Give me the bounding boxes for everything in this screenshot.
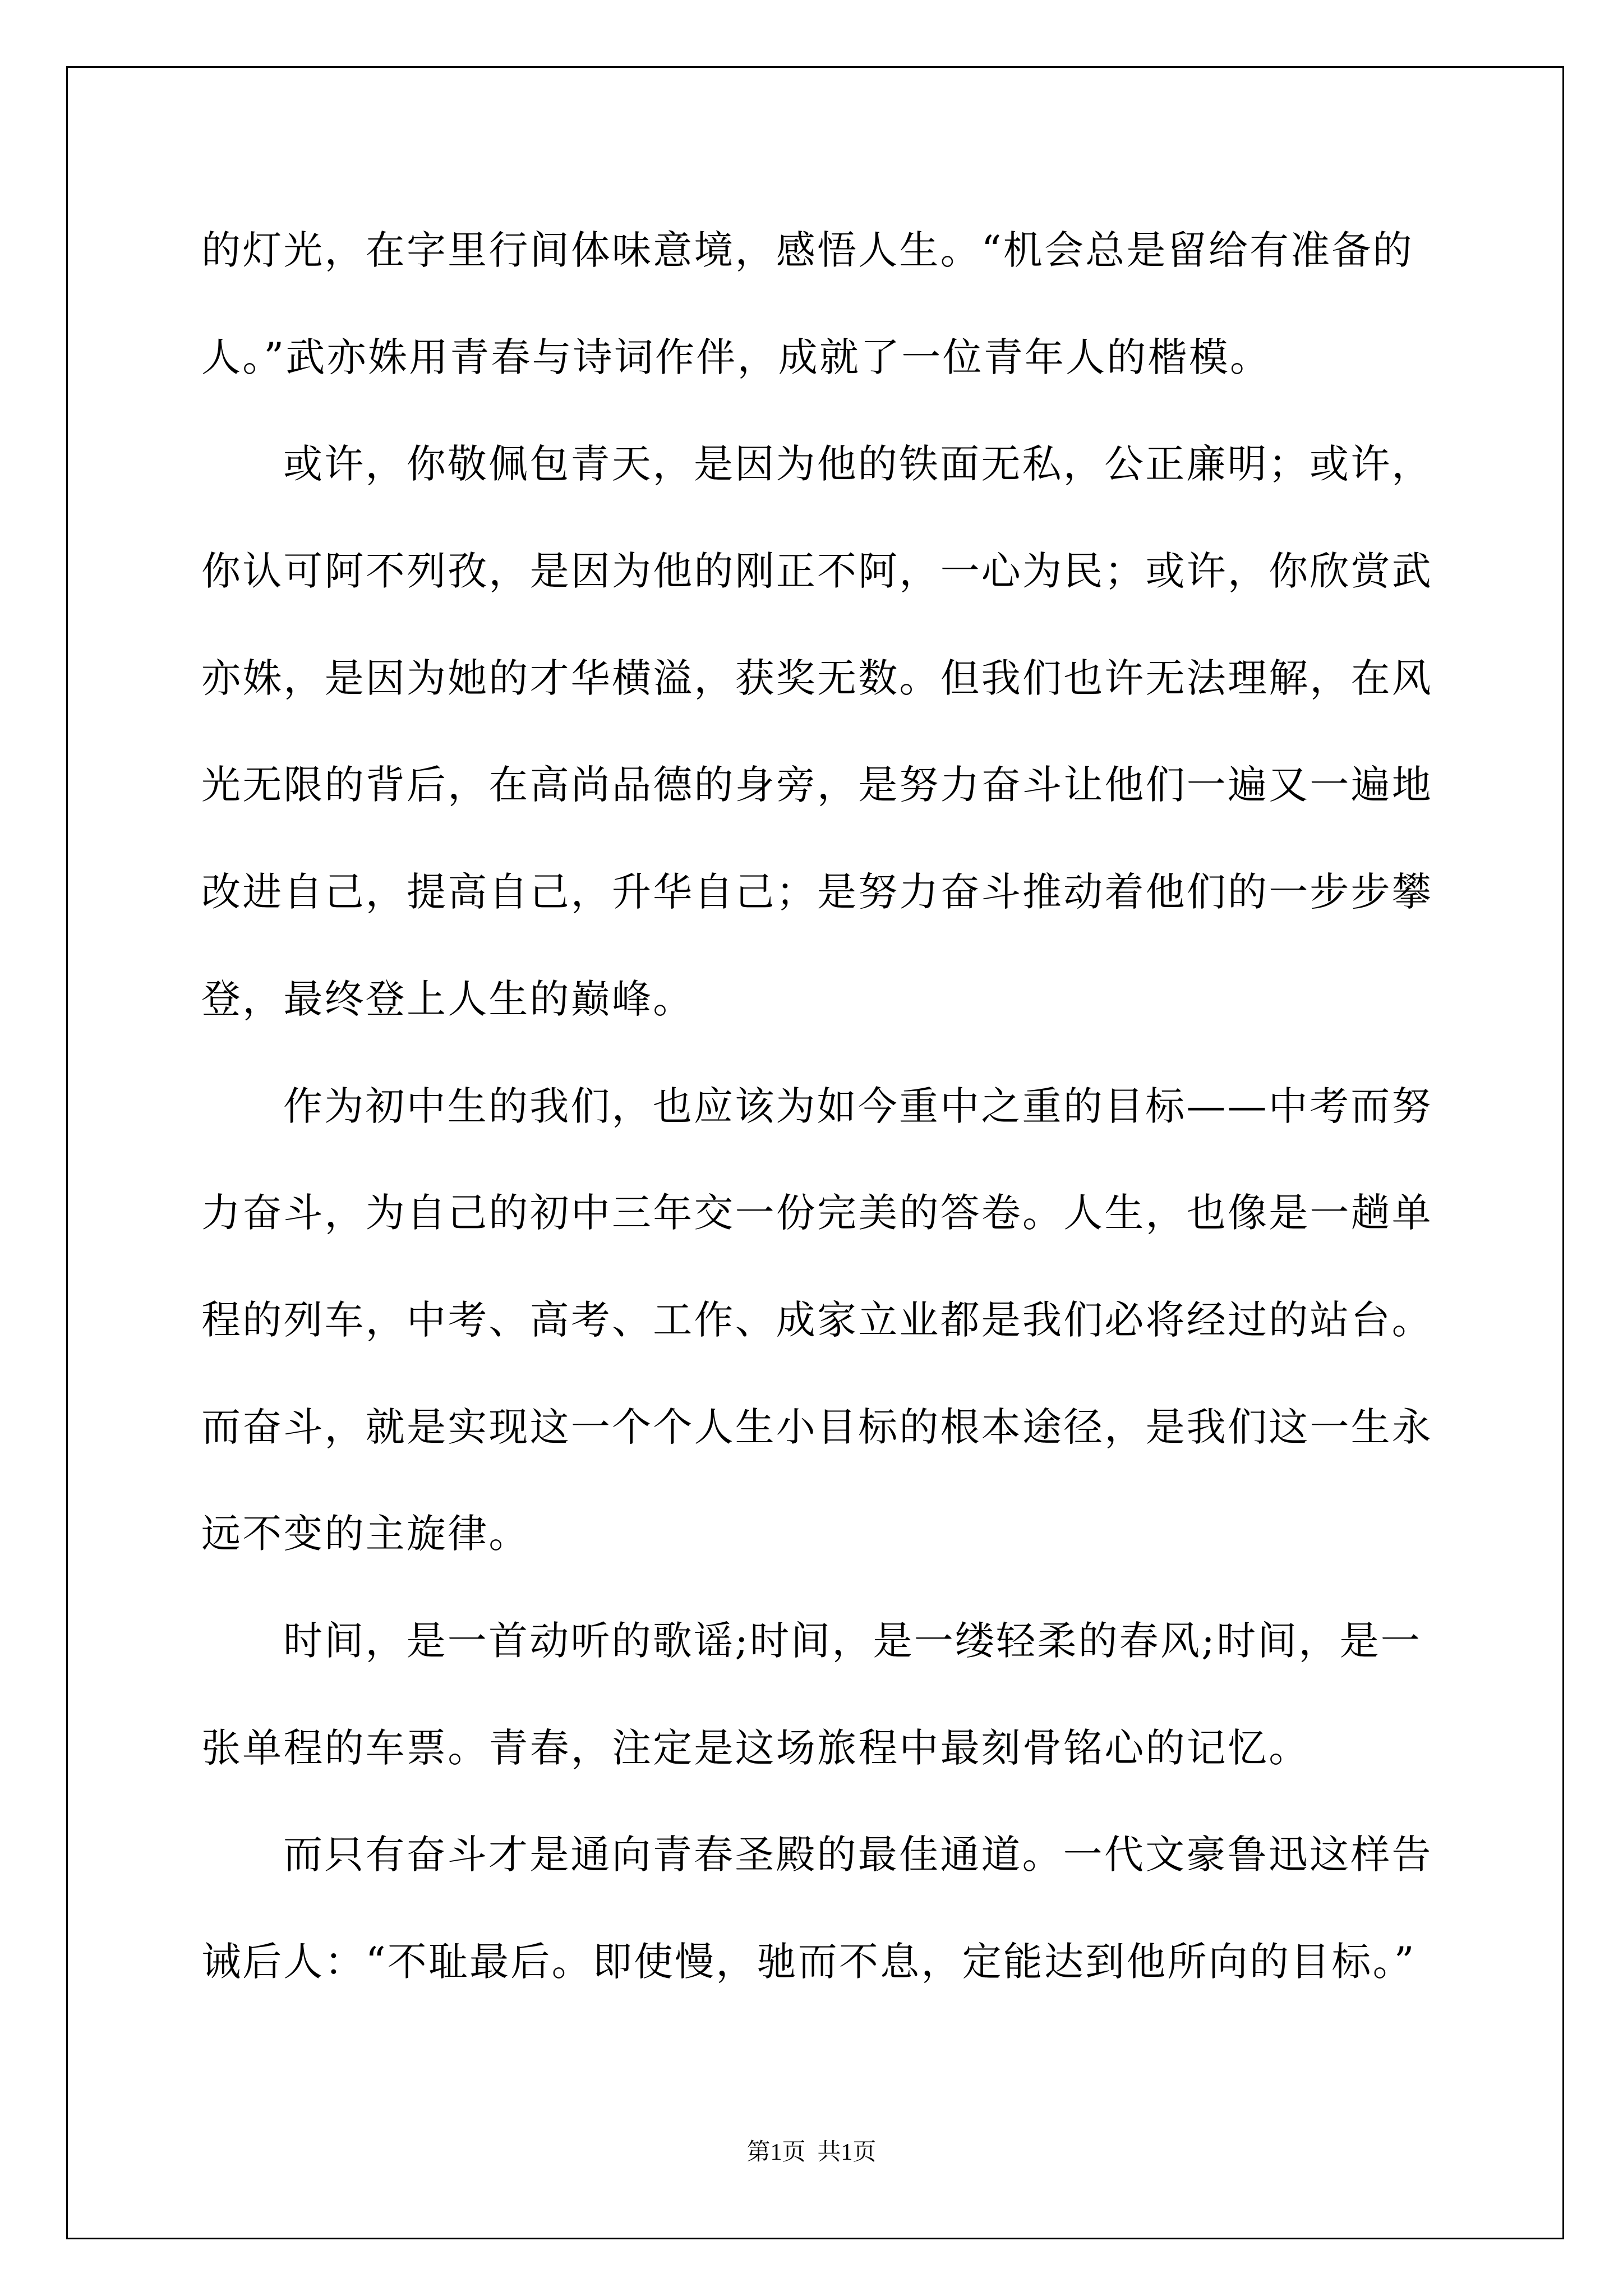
text-line: 程的列车，中考、高考、工作、成家立业都是我们必将经过的站台。 bbox=[201, 1296, 1433, 1343]
paragraph bbox=[201, 1801, 1536, 2015]
text-line: 或许，你敬佩包青天，是因为他的铁面无私，公正廉明；或许， bbox=[283, 441, 1433, 487]
text-line: 人。”武亦姝用青春与诗词作伴，成就了一位青年人的楷模。 bbox=[201, 334, 1271, 380]
paragraph bbox=[201, 1588, 1536, 1801]
text-line: 改进自己，提高自己，升华自己；是努力奋斗推动着他们的一步步攀 bbox=[201, 869, 1433, 915]
paragraph bbox=[201, 411, 1536, 1052]
text-line: 登，最终登上人生的巅峰。 bbox=[201, 976, 694, 1022]
text-line: 的灯光，在字里行间体味意境，感悟人生。“机会总是留给有准备的 bbox=[201, 227, 1414, 273]
text-line: 力奋斗，为自己的初中三年交一份完美的答卷。人生，也像是一趟单 bbox=[201, 1190, 1433, 1236]
text-line: 光无限的背后，在高尚品德的身旁，是努力奋斗让他们一遍又一遍地 bbox=[201, 762, 1433, 808]
text-line: 亦姝，是因为她的才华横溢，获奖无数。但我们也许无法理解，在风 bbox=[201, 655, 1433, 701]
paragraph bbox=[201, 197, 1536, 411]
text-line: 诫后人：“不耻最后。即使慢，驰而不息，定能达到他所向的目标。” bbox=[201, 1939, 1416, 1985]
text-line: 你认可阿不列孜，是因为他的刚正不阿，一心为民；或许，你欣赏武 bbox=[201, 548, 1433, 595]
paragraph bbox=[201, 1053, 1536, 1588]
text-line: 张单程的车票。青春，注定是这场旅程中最刻骨铭心的记忆。 bbox=[201, 1724, 1310, 1771]
text-line: 而奋斗，就是实现这一个个人生小目标的根本途径，是我们这一生永 bbox=[201, 1404, 1433, 1450]
text-line: 远不变的主旋律。 bbox=[201, 1511, 530, 1557]
text-line: 时间，是一首动听的歌谣;时间，是一缕轻柔的春风;时间，是一 bbox=[283, 1617, 1422, 1664]
text-line: 作为初中生的我们，也应该为如今重中之重的目标——中考而努 bbox=[283, 1083, 1433, 1129]
text-line: 而只有奋斗才是通向青春圣殿的最佳通道。一代文豪鲁迅这样告 bbox=[283, 1832, 1433, 1878]
document-body bbox=[201, 197, 1536, 2016]
page-footer: 第1页 共1页 bbox=[746, 2139, 877, 2165]
